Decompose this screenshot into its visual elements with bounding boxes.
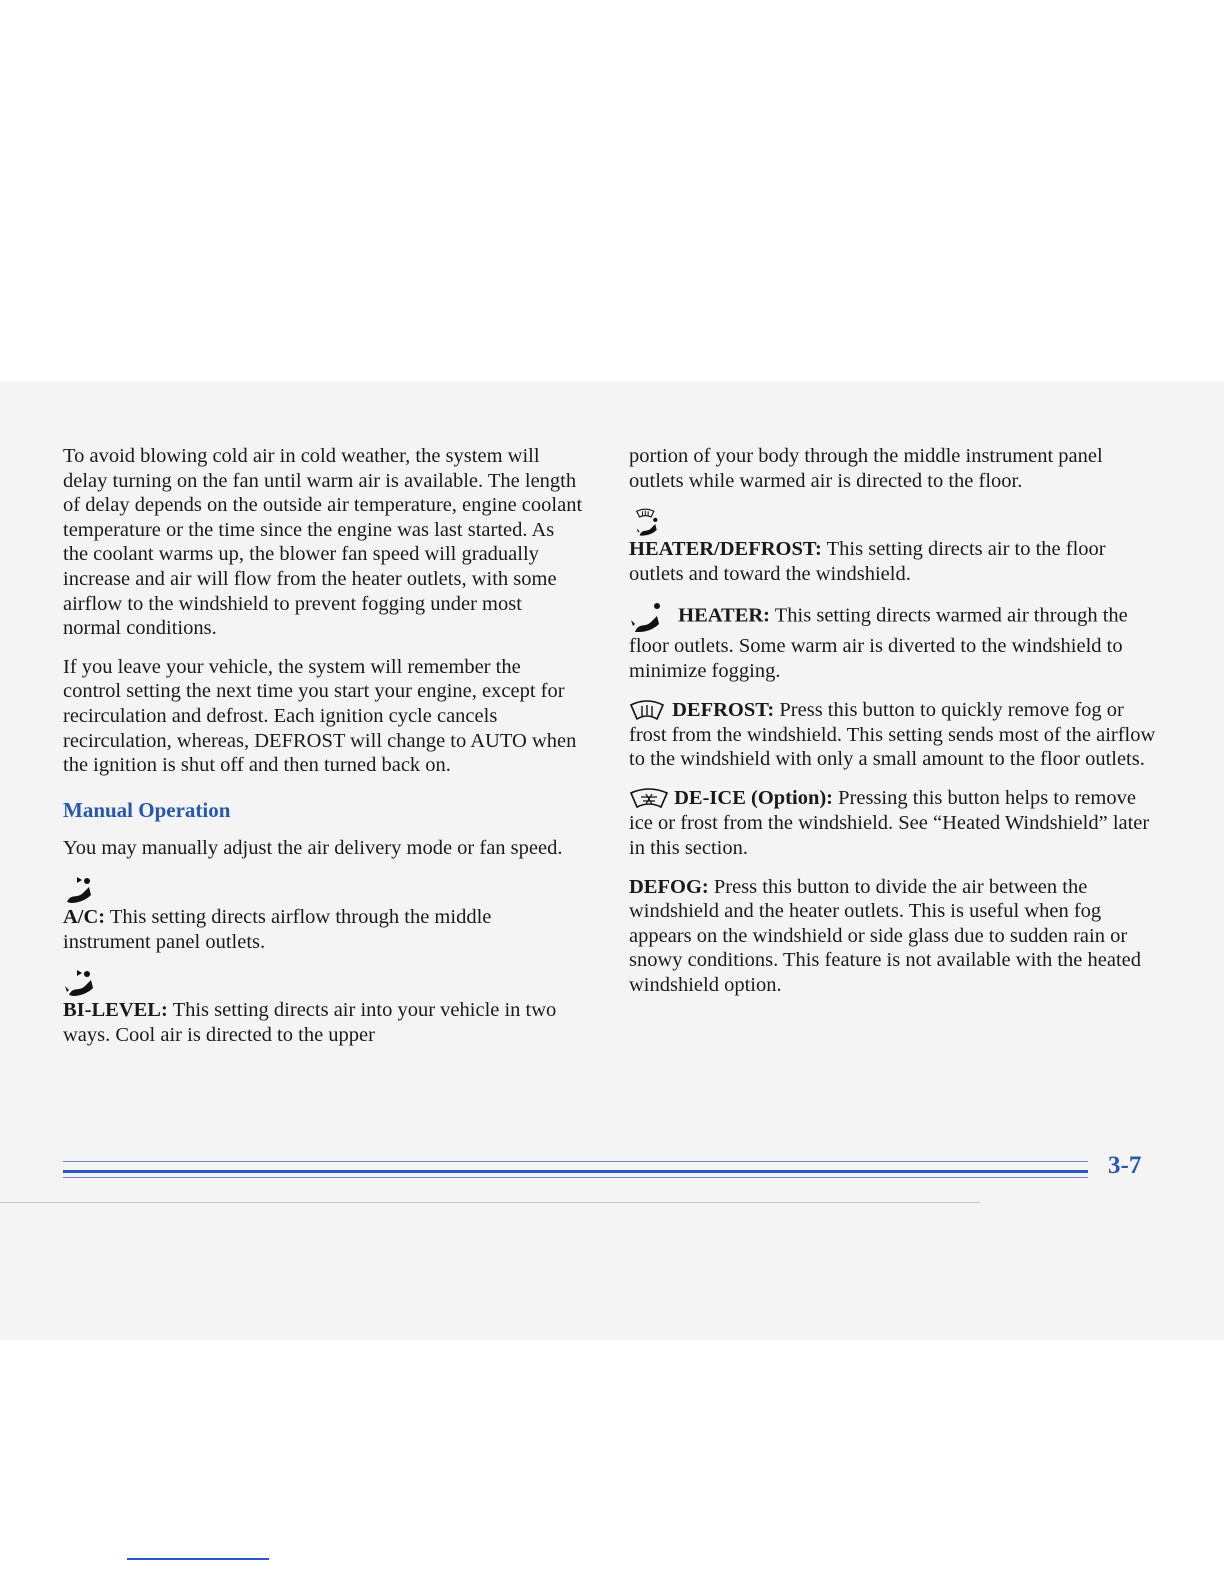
defrost-entry [629, 698, 1159, 772]
footer-rule-bottom [63, 1177, 1088, 1178]
page-edge-line [0, 1202, 980, 1203]
footer-rule [63, 1170, 1088, 1173]
section-heading: Manual Operation [63, 797, 231, 822]
heater-icon [629, 600, 673, 634]
left-column [63, 444, 583, 1061]
paragraph-delay: To avoid blowing cold air in cold weather, the system will delay turning on the fan until warm air is available. The length of delay depends on the outside air temperature, engine coolant temperature or the time since the engine was last started. As the coolant warms up, the blower fan speed will gradually increase and air will flow from the heater outlets, with some airflow to the windshield to prevent fogging under most normal conditions. [63, 445, 583, 640]
ac-entry [63, 875, 583, 954]
paragraph-memory: If you leave your vehicle, the system will remember the control setting the next time you start your engine, except for recirculation and defrost. Each ignition cycle cancels recirculation, whereas, DEFROST will change to AUTO when the ignition is shut off and then turned back on. [63, 655, 577, 777]
bilevel-text: This setting directs air into your vehicle in two ways. Cool air is directed to the upper [63, 999, 557, 1046]
ac-text: This setting directs airflow through the middle instrument panel outlets. [63, 905, 492, 953]
ac-vent-icon [63, 875, 103, 905]
heater-defrost-text: This setting directs air to the floor outlets and toward the windshield. [629, 538, 1106, 585]
defrost-icon [629, 699, 667, 723]
bilevel-vent-icon [63, 968, 103, 998]
heater-defrost-entry [629, 507, 1159, 586]
bilevel-term: BI-LEVEL: [63, 999, 168, 1022]
deice-text: Pressing this button helps to remove ice or frost from the windshield. See “Heated Windshield” later in this section. [629, 787, 1150, 859]
heater-defrost-term: HEATER/DEFROST: [629, 538, 822, 561]
bilevel-entry [63, 968, 583, 1047]
heater-text: This setting directs warmed air through the floor outlets. Some warm air is diverted to the windshield to minimize fogging. [629, 605, 1128, 682]
paragraph-manual: You may manually adjust the air delivery mode or fan speed. [63, 837, 563, 860]
page-number: 3-7 [1108, 1152, 1142, 1179]
defog-term: DEFOG: [629, 875, 709, 898]
defrost-text: Press this button to quickly remove fog or frost from the windshield. This setting sends most of the airflow to the windshield with only a small amount to the floor outlets. [629, 698, 1156, 771]
deice-icon [629, 787, 669, 811]
bottom-link-line [127, 1558, 269, 1560]
heater-entry [629, 600, 1159, 683]
heater-defrost-icon [629, 507, 673, 537]
deice-entry [629, 786, 1159, 860]
heater-term: HEATER: [678, 605, 771, 628]
footer-rule-top [63, 1161, 1088, 1162]
defog-text: Press this button to divide the air between the windshield and the heater outlets. This is useful when fog appears on the windshield or side glass due to sudden rain or snowy conditions. This feature is not available with the heated windshield option. [629, 875, 1141, 996]
ac-term: A/C: [63, 905, 106, 928]
paragraph-continued: portion of your body through the middle instrument panel outlets while warmed air is directed to the floor. [629, 445, 1103, 492]
right-column [629, 444, 1159, 1012]
defog-entry [629, 875, 1159, 998]
defrost-term: DEFROST: [672, 698, 775, 721]
deice-term: DE-ICE (Option): [674, 787, 834, 810]
